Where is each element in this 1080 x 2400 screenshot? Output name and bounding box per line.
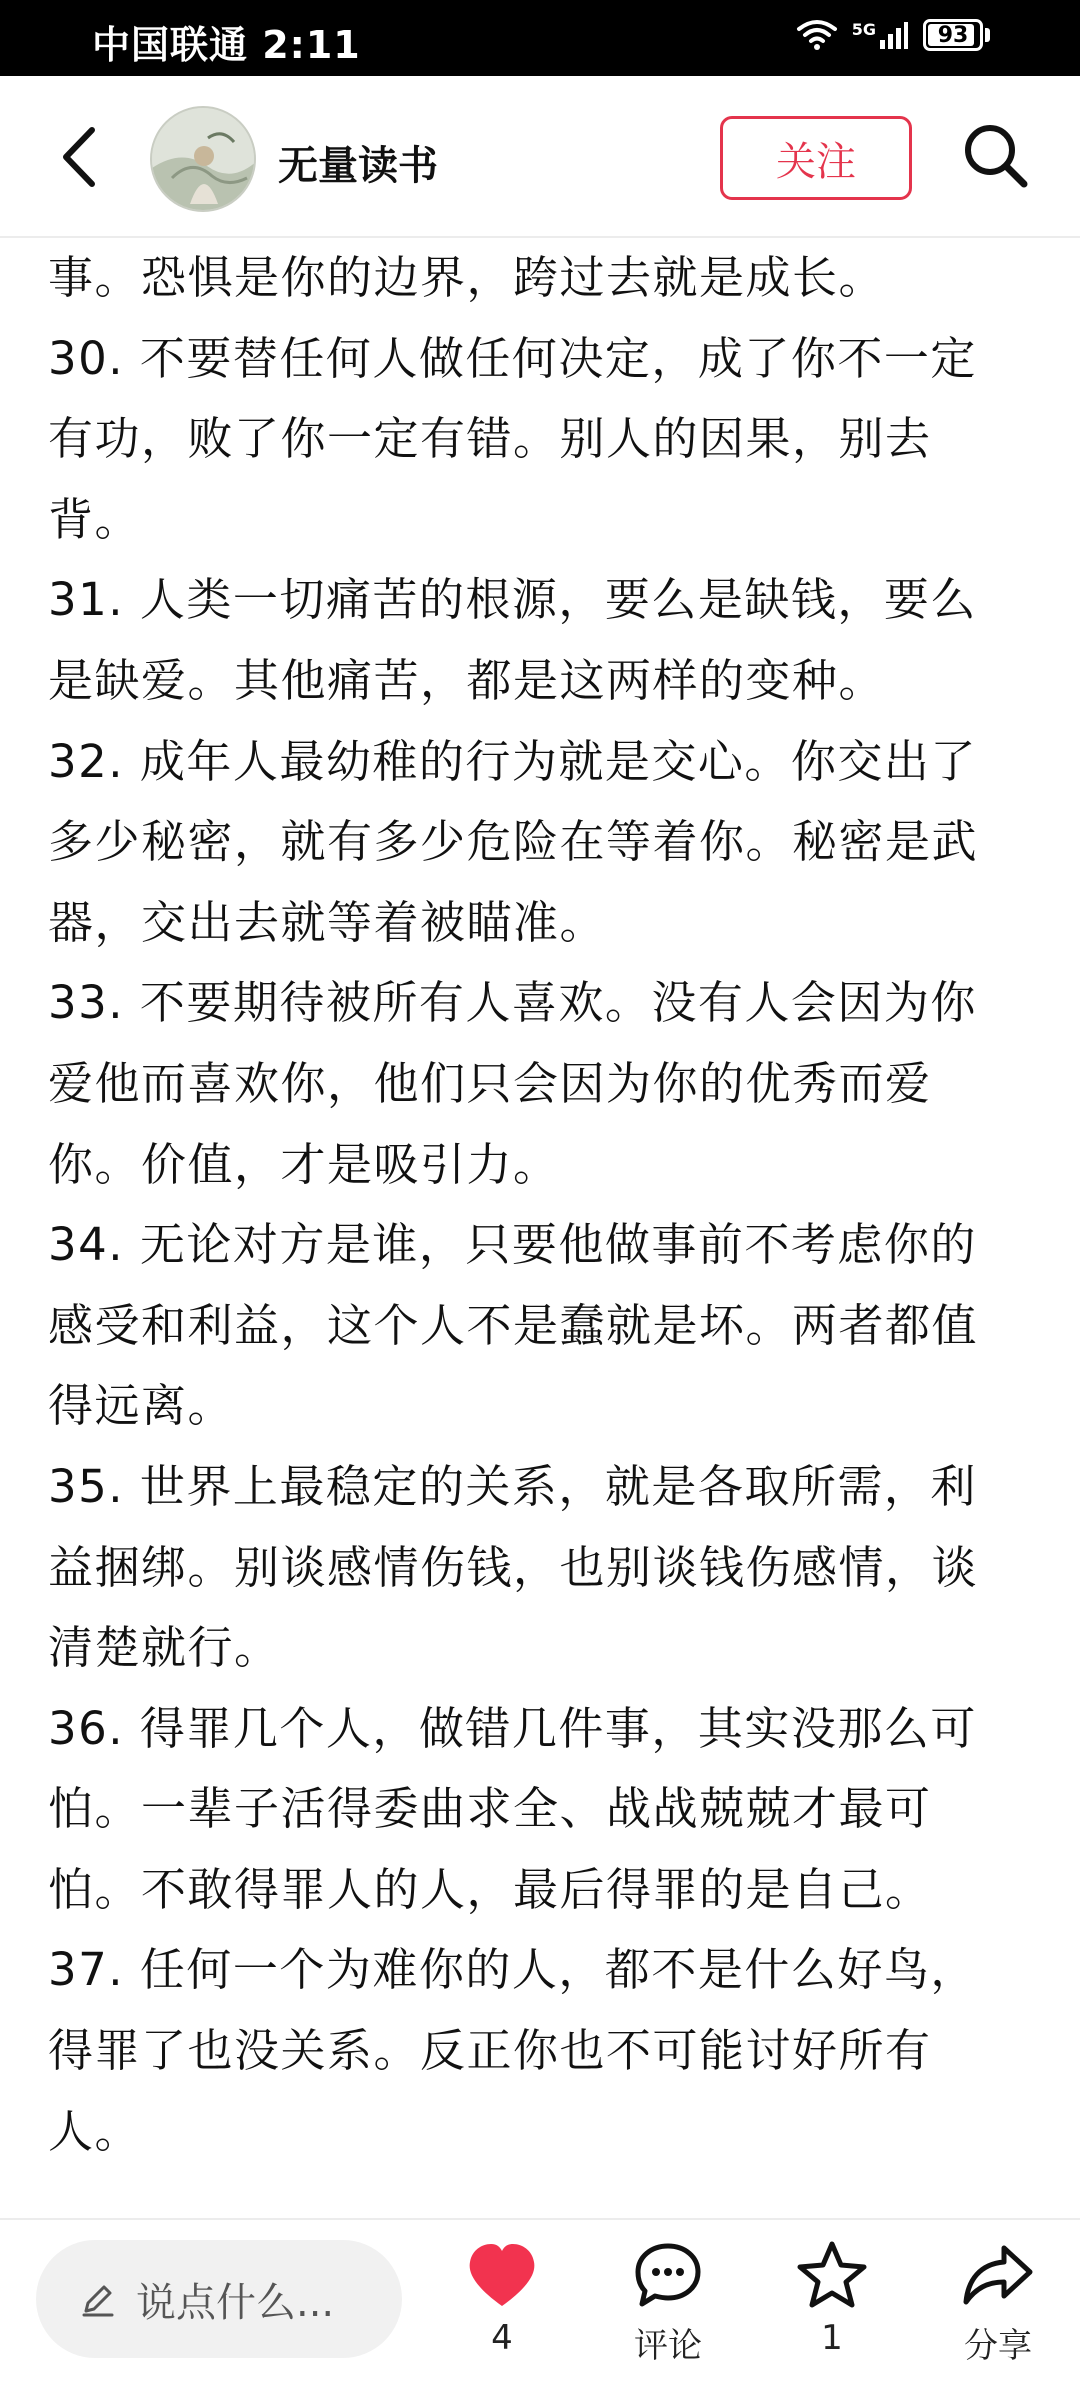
network-type-label: 5G [851, 20, 876, 39]
search-icon [958, 118, 1034, 194]
comment-bubble-icon [630, 2238, 706, 2314]
article-line: 33. 不要期待被所有人喜欢。没有人会因为你 [48, 976, 977, 1030]
favorite-button[interactable] [772, 2238, 892, 2358]
status-bar [0, 0, 1080, 76]
article-line: 32. 成年人最幼稚的行为就是交心。你交出了 [48, 734, 977, 788]
wifi-icon [796, 18, 838, 52]
share-arrow-icon [960, 2238, 1036, 2314]
like-count: 4 [491, 2318, 513, 2358]
article-line: 怕。不敢得罪人的人，最后得罪的是自己。 [48, 1862, 932, 1916]
article-line: 得远离。 [48, 1379, 235, 1433]
article-line: 事。恐惧是你的边界，跨过去就是成长。 [48, 251, 886, 304]
network-indicator [852, 20, 909, 50]
author-avatar[interactable] [150, 106, 256, 212]
battery-icon [923, 19, 983, 51]
back-button[interactable] [52, 122, 112, 192]
article-line: 36. 得罪几个人，做错几件事，其实没那么可 [48, 1701, 977, 1755]
article-line: 背。 [48, 492, 142, 546]
article-line: 感受和利益，这个人不是蠢就是坏。两者都值 [48, 1298, 979, 1352]
article-line: 多少秘密，就有多少危险在等着你。秘密是武 [48, 815, 979, 869]
article-line: 怕。一辈子活得委曲求全、战战兢兢才最可 [48, 1782, 932, 1836]
article-line: 清楚就行。 [48, 1621, 281, 1675]
favorite-count: 1 [821, 2318, 843, 2358]
article-line: 器，交出去就等着被瞄准。 [48, 895, 607, 949]
article-header [0, 76, 1080, 238]
article-line: 益捆绑。别谈感情伤钱，也别谈钱伤感情，谈 [48, 1540, 979, 1594]
star-icon [794, 2238, 870, 2314]
comment-placeholder: 说点什么... [136, 2279, 335, 2326]
article-line: 爱他而喜欢你，他们只会因为你的优秀而爱 [48, 1056, 932, 1110]
share-button[interactable] [938, 2238, 1058, 2367]
article-line: 是缺爱。其他痛苦，都是这两样的变种。 [48, 653, 886, 707]
pencil-icon [78, 2279, 118, 2319]
battery-tip [985, 28, 990, 42]
comment-input[interactable] [36, 2240, 402, 2358]
article-line: 有功，败了你一定有错。别人的因果，别去 [48, 412, 932, 466]
article-line: 得罪了也没关系。反正你也不可能讨好所有 [48, 2024, 932, 2078]
heart-icon [464, 2238, 540, 2314]
status-icons [796, 18, 990, 52]
article-line: 31. 人类一切痛苦的根源，要么是缺钱，要么 [48, 573, 977, 627]
article-line: 你。价值，才是吸引力。 [48, 1137, 560, 1191]
comment-label: 评论 [634, 2326, 702, 2366]
comment-button[interactable] [608, 2238, 728, 2367]
share-label: 分享 [964, 2326, 1032, 2366]
search-button[interactable] [958, 118, 1034, 194]
avatar-image [152, 108, 256, 212]
follow-button[interactable]: 关注 [720, 116, 912, 200]
article-line: 34. 无论对方是谁，只要他做事前不考虑你的 [48, 1218, 977, 1272]
article-line: 37. 任何一个为难你的人，都不是什么好鸟， [48, 1943, 977, 1997]
article-body [48, 238, 1048, 2218]
carrier-time: 中国联通 2:11 [92, 23, 361, 67]
back-icon [52, 122, 112, 192]
bottom-action-bar [0, 2218, 1080, 2400]
article-line: 人。 [48, 2104, 142, 2158]
like-button[interactable] [442, 2238, 562, 2358]
article-line: 35. 世界上最稳定的关系，就是各取所需，利 [48, 1459, 977, 1513]
article-line: 30. 不要替任何人做任何决定，成了你不一定 [48, 331, 977, 385]
signal-icon [879, 20, 909, 50]
battery-level: 93 [937, 22, 969, 48]
author-name[interactable]: 无量读书 [278, 143, 438, 189]
